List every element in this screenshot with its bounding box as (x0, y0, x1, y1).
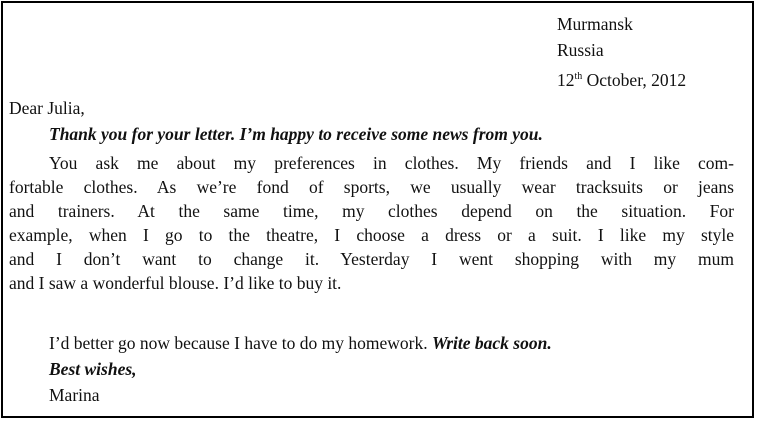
address-city: Murmansk (557, 14, 633, 34)
date-day: 12 (557, 70, 575, 90)
letter-document (1, 1, 754, 418)
greeting: Dear Julia, (9, 98, 85, 118)
closing-emphasis: Write back soon. (431, 333, 552, 353)
opening-sentence: Thank you for your letter. I’m happy to receive some news from you. (49, 124, 543, 144)
address-country: Russia (557, 40, 604, 60)
body-line: and I saw a wonderful blouse. I’d like to buy it. (9, 273, 342, 293)
letter-date (557, 64, 686, 93)
date-suffix: th (574, 71, 583, 82)
closing-line (49, 331, 552, 355)
signature: Marina (49, 385, 100, 405)
body-line: and trainers. At the same time, my clothes depend on the situation. For (9, 201, 734, 221)
date-rest: October, 2012 (582, 70, 687, 90)
body-line: fortable clothes. As we’re fond of sports, we usually wear tracksuits or jeans (9, 177, 734, 197)
body-line: You ask me about my preferences in clothes. My friends and I like com- (49, 153, 734, 173)
closing-text: I’d better go now because I have to do my homework. (49, 333, 428, 353)
body-line: and I don’t want to change it. Yesterday I went shopping with my mum (9, 249, 734, 269)
body-line: example, when I go to the theatre, I choose a dress or a suit. I like my style (9, 225, 734, 245)
sign-off: Best wishes, (49, 359, 137, 379)
